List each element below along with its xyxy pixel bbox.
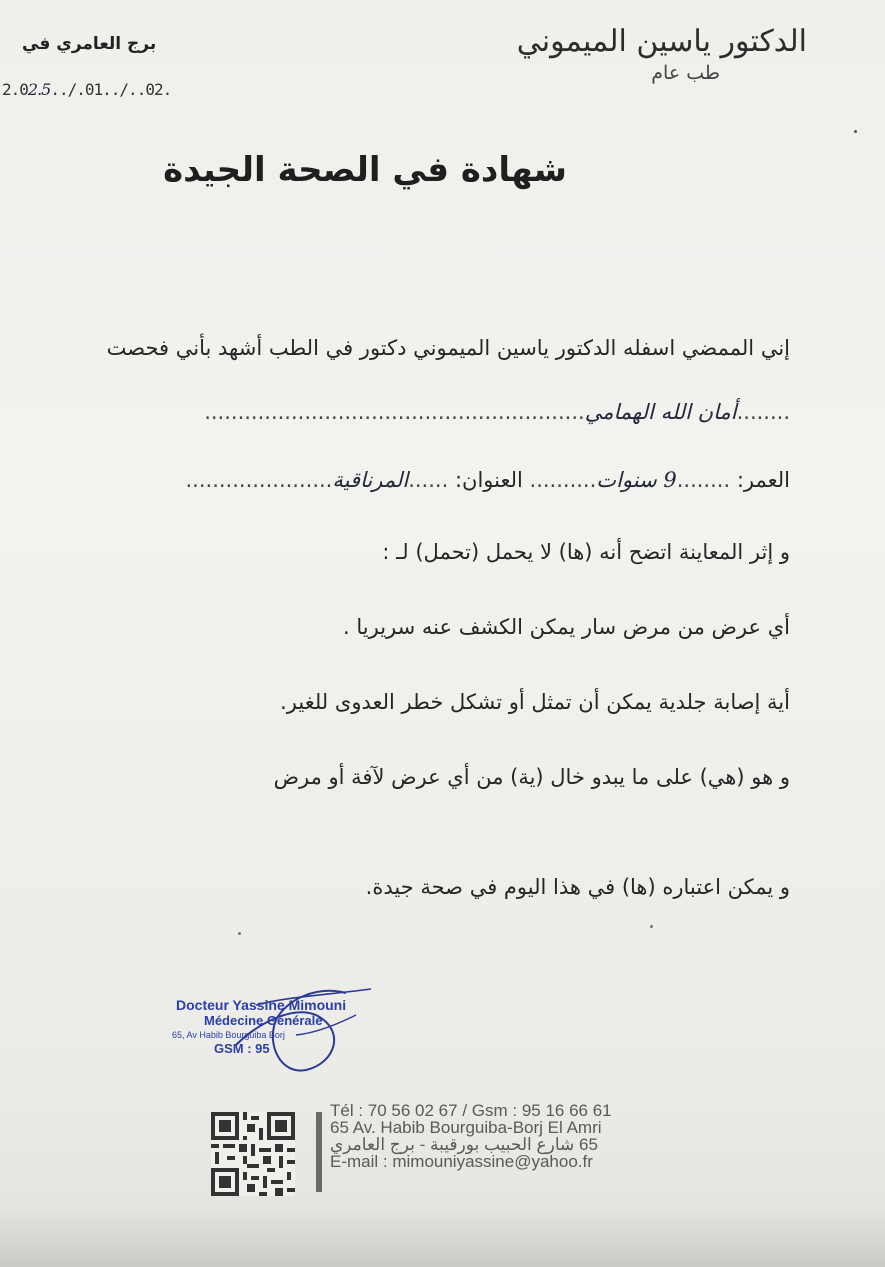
body-line-age-address — [186, 468, 791, 492]
doctor-name: الدكتور ياسين الميموني — [516, 24, 807, 59]
dots: ........ — [736, 400, 790, 424]
body-line-skin: أية إصابة جلدية يمكن أن تمثل أو تشكل خطر العدوى للغير. — [280, 690, 790, 714]
footer-divider — [316, 1112, 322, 1192]
body-line-free-of-disease: و هو (هي) على ما يبدو خال (ية) من أي عرض لآفة أو مرض — [273, 765, 790, 789]
date-rest: ../.01../..02. — [50, 80, 172, 99]
certificate-title: شهادة في الصحة الجيدة — [163, 150, 567, 190]
footer-address-ar: 65 شارع الحبيب بورقيبة - برج العامري — [330, 1135, 598, 1154]
date-field — [2, 80, 171, 99]
date-handwritten: 2.5 — [27, 80, 51, 99]
paper-speck — [238, 932, 241, 935]
stamp-address: 65, Av Habib Bourguiba Borj — [172, 1030, 285, 1040]
body-line-contagious: أي عرض من مرض سار يمكن الكشف عنه سريريا . — [343, 615, 790, 639]
qr-code-icon — [208, 1112, 298, 1196]
paper-speck — [854, 130, 857, 133]
address-label: العنوان: — [454, 468, 523, 492]
stamp-title: Médecine Générale — [204, 1013, 323, 1028]
date-prefix: 2.0 — [2, 80, 28, 99]
dots: ...................... — [185, 468, 333, 492]
dots: ........ — [676, 468, 731, 492]
dots: ......................................................... — [204, 400, 585, 424]
body-line-examination: و إثر المعاينة اتضح أنه (ها) لا يحمل (تحمل) لـ : — [382, 540, 790, 564]
paper-speck — [650, 925, 653, 928]
signature-scribble — [196, 975, 406, 1085]
age-label: العمر: — [736, 468, 790, 492]
address-value: المرناقية — [332, 468, 409, 492]
doctor-specialty: طب عام — [651, 62, 720, 84]
paper-shadow — [0, 1207, 885, 1267]
dots: .......... — [529, 468, 597, 492]
stamp-name: Docteur Yassine Mimouni — [176, 997, 347, 1013]
body-line-good-health: و يمكن اعتباره (ها) في هذا اليوم في صحة جيدة. — [365, 875, 790, 899]
body-line-declaration: إني الممضي اسفله الدكتور ياسين الميموني دكتور في الطب أشهد بأني فحصت — [106, 336, 790, 360]
body-line-patient — [204, 400, 790, 424]
stamp-phone: GSM : 95 — [214, 1041, 270, 1056]
footer-phone: Tél : 70 56 02 67 / Gsm : 95 16 66 61 — [330, 1101, 612, 1120]
footer-address-fr: 65 Av. Habib Bourguiba-Borj El Amri — [330, 1118, 602, 1137]
age-value: 9 سنوات — [596, 468, 677, 492]
footer-email: E-mail : mimouniyassine@yahoo.fr — [330, 1152, 593, 1171]
footer-contact — [330, 1102, 612, 1170]
city-label: برج العامري في — [22, 34, 157, 54]
patient-name: أمان الله الهمامي — [584, 400, 737, 424]
dots: ...... — [408, 468, 449, 492]
